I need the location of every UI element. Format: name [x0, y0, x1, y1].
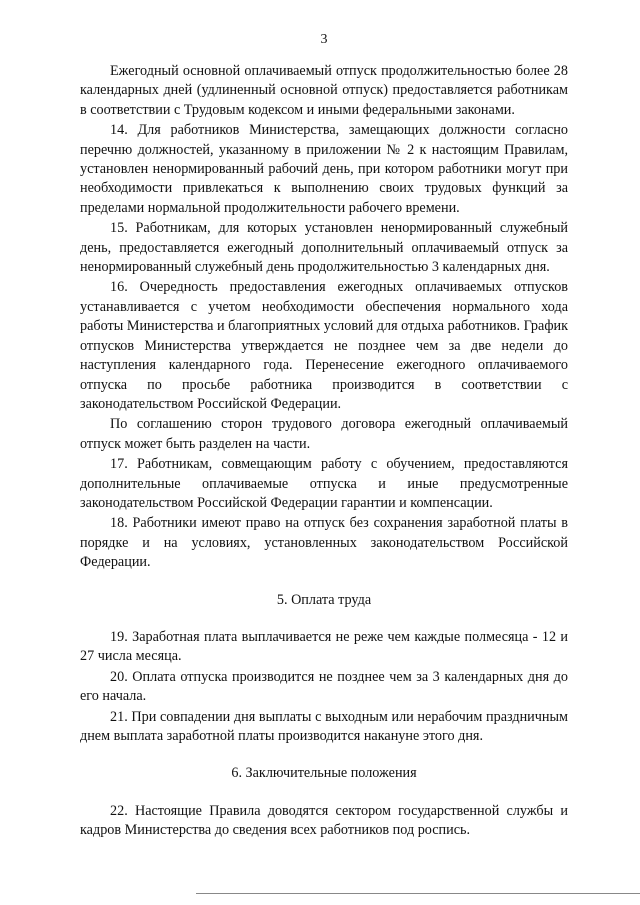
paragraph: 15. Работникам, для которых установлен ненормированный служебный день, предоставляется ежегодный дополнительный оплачиваемый отпуск за ненормированный служебный день продолжительностью 3 календарных дня. [80, 220, 568, 276]
paragraph: 16. Очередность предоставления ежегодных оплачиваемых отпусков устанавливается с учетом необходимости обеспечения нормального хода работы Министерства и благоприятных условий для отдыха работников. График отпусков Министерства утверждается не позднее чем за две недели до наступления календарного года. Перенесение ежегодного оплачиваемого отпуска по просьбе работника производится в соответствии с законодательством Российской Федерации. [80, 279, 568, 412]
paragraph: 17. Работникам, совмещающим работу с обучением, предоставляются дополнительные оплачиваемые отпуска и иные предусмотренные законодательством Российской Федерации гарантии и компенсации. [80, 456, 568, 511]
paragraph: 14. Для работников Министерства, замещающих должности согласно перечню должностей, указанному в приложении № 2 к настоящим Правилам, установлен ненормированный рабочий день, при котором работники могут при необходимости привлекаться к выполнению своих трудовых функций за пределами нормальной продолжительности рабочего времени. [80, 122, 568, 216]
section-title: 6. Заключительные положения [231, 765, 417, 782]
paragraph: 18. Работники имеют право на отпуск без сохранения заработной платы в порядке и на условиях, установленных законодательством Российской Федерации. [80, 515, 568, 571]
paragraph: 20. Оплата отпуска производится не позднее чем за 3 календарных дня до его начала. [80, 668, 568, 705]
paragraph: 21. При совпадении дня выплаты с выходным или нерабочим праздничным днем выплата заработной платы производится накануне этого дня. [80, 708, 568, 744]
paragraph: 22. Настоящие Правила доводятся сектором государственной службы и кадров Министерства до сведения всех работников под роспись. [80, 802, 568, 839]
section-title: 5. Оплата труда [276, 591, 372, 608]
paragraph: 19. Заработная плата выплачивается не реже чем каждые полмесяца - 12 и 27 числа месяца. [80, 628, 568, 665]
paragraph: Ежегодный основной оплачиваемый отпуск продолжительностью более 28 календарных дней (удлиненный основной отпуск) предоставляется работникам в соответствии с Трудовым кодексом и иными федеральными законами. [80, 63, 568, 118]
bottom-divider [196, 893, 640, 894]
paragraph: По соглашению сторон трудового договора ежегодный оплачиваемый отпуск может быть разделен на части. [80, 416, 568, 452]
page-number: 3 [320, 32, 328, 47]
